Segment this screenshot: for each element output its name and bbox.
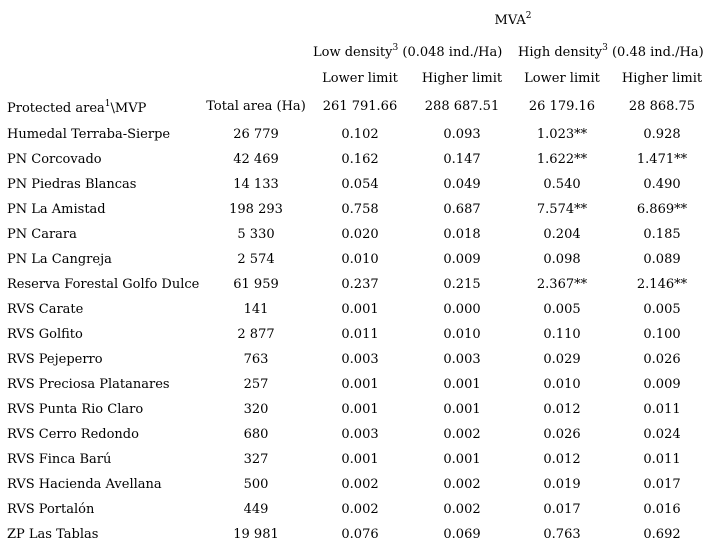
cell-area-name: PN La Amistad xyxy=(7,202,106,217)
cell-area-name: Humedal Terraba-Sierpe xyxy=(7,127,171,142)
cell-high-lower: 0.019 xyxy=(543,477,581,492)
cell-total-area: 141 xyxy=(243,302,269,317)
cell-high-higher: 0.017 xyxy=(643,477,681,492)
cell-high-higher: 2.146** xyxy=(636,277,688,292)
low-higher-total: 288 687.51 xyxy=(424,99,500,114)
cell-high-higher: 0.011 xyxy=(643,402,681,417)
cell-high-higher: 0.024 xyxy=(643,427,681,442)
cell-total-area: 26 779 xyxy=(233,127,279,142)
cell-low-lower: 0.010 xyxy=(341,252,379,267)
cell-total-area: 327 xyxy=(243,452,269,467)
high-lower-total: 26 179.16 xyxy=(528,99,596,114)
cell-area-name: PN Piedras Blancas xyxy=(7,177,137,192)
cell-high-higher: 0.009 xyxy=(643,377,681,392)
cell-high-higher: 0.185 xyxy=(643,227,681,242)
cell-high-lower: 1.023** xyxy=(536,127,588,142)
cell-low-lower: 0.237 xyxy=(341,277,379,292)
cell-low-higher: 0.002 xyxy=(443,427,481,442)
cell-low-lower: 0.003 xyxy=(341,352,379,367)
cell-area-name: RVS Golfito xyxy=(7,327,83,342)
cell-low-higher: 0.000 xyxy=(443,302,481,317)
cell-total-area: 198 293 xyxy=(229,202,283,217)
total-area-heading: Total area (Ha) xyxy=(206,99,306,114)
cell-low-higher: 0.003 xyxy=(443,352,481,367)
cell-low-lower: 0.020 xyxy=(341,227,379,242)
cell-total-area: 257 xyxy=(243,377,269,392)
low-lower-total: 261 791.66 xyxy=(322,99,398,114)
cell-high-lower: 7.574** xyxy=(536,202,588,217)
cell-high-lower: 0.012 xyxy=(543,452,581,467)
cell-low-higher: 0.147 xyxy=(443,152,481,167)
cell-low-higher: 0.010 xyxy=(443,327,481,342)
lower-limit-low-heading: Lower limit xyxy=(322,71,398,86)
cell-low-higher: 0.093 xyxy=(443,127,481,142)
cell-high-lower: 2.367** xyxy=(536,277,588,292)
cell-low-lower: 0.002 xyxy=(341,502,379,517)
cell-total-area: 680 xyxy=(243,427,269,442)
cell-low-higher: 0.009 xyxy=(443,252,481,267)
cell-low-lower: 0.001 xyxy=(341,452,379,467)
cell-total-area: 320 xyxy=(243,402,269,417)
cell-high-lower: 0.026 xyxy=(543,427,581,442)
cell-low-higher: 0.018 xyxy=(443,227,481,242)
cell-area-name: PN La Cangreja xyxy=(7,252,112,267)
cell-high-higher: 0.089 xyxy=(643,252,681,267)
cell-total-area: 763 xyxy=(243,352,269,367)
cell-low-lower: 0.758 xyxy=(341,202,379,217)
cell-high-higher: 6.869** xyxy=(636,202,688,217)
cell-high-lower: 0.098 xyxy=(543,252,581,267)
cell-low-higher: 0.001 xyxy=(443,377,481,392)
cell-high-lower: 0.540 xyxy=(543,177,581,192)
cell-high-higher: 0.005 xyxy=(643,302,681,317)
high-density-heading: High density$^3$ (0.48 ind./Ha) xyxy=(518,42,704,60)
cell-total-area: 42 469 xyxy=(233,152,279,167)
low-density-heading: Low density$^3$ (0.048 ind./Ha) xyxy=(313,42,503,60)
cell-high-lower: 0.010 xyxy=(543,377,581,392)
cell-high-higher: 0.928 xyxy=(643,127,681,142)
cell-area-name: RVS Finca Barú xyxy=(7,452,112,467)
cell-area-name: RVS Carate xyxy=(7,302,84,317)
lower-limit-high-heading: Lower limit xyxy=(524,71,600,86)
cell-low-lower: 0.102 xyxy=(341,127,379,142)
cell-area-name: Reserva Forestal Golfo Dulce xyxy=(7,277,200,292)
cell-area-name: RVS Cerro Redondo xyxy=(7,427,139,442)
mva-heading: MVA$^2$ xyxy=(494,10,532,28)
cell-low-higher: 0.069 xyxy=(443,527,481,542)
high-higher-total: 28 868.75 xyxy=(628,99,696,114)
cell-area-name: ZP Las Tablas xyxy=(7,527,99,542)
cell-high-lower: 0.204 xyxy=(543,227,581,242)
cell-low-higher: 0.215 xyxy=(443,277,481,292)
cell-area-name: RVS Portalón xyxy=(7,502,95,517)
cell-area-name: RVS Preciosa Platanares xyxy=(7,377,170,392)
cell-high-higher: 0.016 xyxy=(643,502,681,517)
cell-high-higher: 0.026 xyxy=(643,352,681,367)
cell-low-lower: 0.001 xyxy=(341,302,379,317)
cell-low-lower: 0.001 xyxy=(341,402,379,417)
cell-low-lower: 0.002 xyxy=(341,477,379,492)
cell-total-area: 5 330 xyxy=(237,227,275,242)
cell-low-lower: 0.001 xyxy=(341,377,379,392)
cell-low-lower: 0.054 xyxy=(341,177,379,192)
cell-high-lower: 0.005 xyxy=(543,302,581,317)
cell-total-area: 19 981 xyxy=(233,527,279,542)
cell-high-lower: 0.763 xyxy=(543,527,581,542)
cell-total-area: 500 xyxy=(243,477,269,492)
cell-high-lower: 0.012 xyxy=(543,402,581,417)
cell-high-higher: 0.100 xyxy=(643,327,681,342)
cell-high-lower: 1.622** xyxy=(536,152,588,167)
cell-low-higher: 0.001 xyxy=(443,452,481,467)
cell-low-lower: 0.011 xyxy=(341,327,379,342)
cell-high-lower: 0.110 xyxy=(543,327,581,342)
cell-total-area: 61 959 xyxy=(233,277,279,292)
cell-high-lower: 0.017 xyxy=(543,502,581,517)
cell-low-higher: 0.002 xyxy=(443,502,481,517)
cell-area-name: RVS Pejeperro xyxy=(7,352,103,367)
cell-low-higher: 0.049 xyxy=(443,177,481,192)
cell-area-name: PN Corcovado xyxy=(7,152,102,167)
cell-total-area: 2 574 xyxy=(237,252,275,267)
cell-area-name: PN Carara xyxy=(7,227,77,242)
cell-low-higher: 0.002 xyxy=(443,477,481,492)
cell-low-lower: 0.003 xyxy=(341,427,379,442)
higher-limit-high-heading: Higher limit xyxy=(621,71,703,86)
cell-high-higher: 1.471** xyxy=(636,152,688,167)
cell-area-name: RVS Hacienda Avellana xyxy=(7,477,162,492)
cell-total-area: 449 xyxy=(243,502,269,517)
cell-high-higher: 0.692 xyxy=(643,527,681,542)
cell-total-area: 2 877 xyxy=(237,327,275,342)
cell-total-area: 14 133 xyxy=(233,177,279,192)
cell-area-name: RVS Punta Rio Claro xyxy=(7,402,144,417)
higher-limit-low-heading: Higher limit xyxy=(421,71,503,86)
protected-area-heading: Protected area$^1$\MVP xyxy=(7,98,147,116)
cell-high-lower: 0.029 xyxy=(543,352,581,367)
cell-low-lower: 0.076 xyxy=(341,527,379,542)
cell-low-higher: 0.001 xyxy=(443,402,481,417)
cell-high-higher: 0.011 xyxy=(643,452,681,467)
cell-low-higher: 0.687 xyxy=(443,202,481,217)
cell-high-higher: 0.490 xyxy=(643,177,681,192)
cell-low-lower: 0.162 xyxy=(341,152,379,167)
